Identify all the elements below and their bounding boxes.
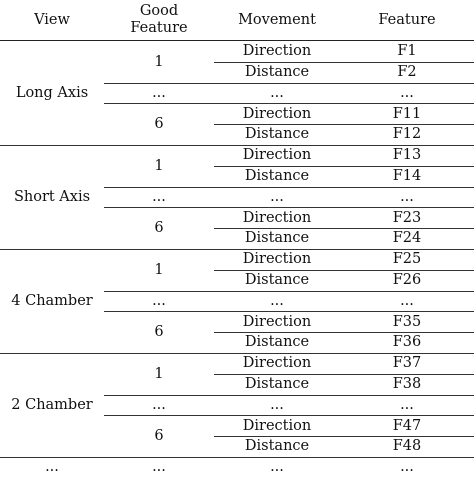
good-feature-cell: ... bbox=[152, 459, 166, 476]
feature-cell: F35 bbox=[392, 313, 422, 330]
movement-cell: Direction bbox=[242, 209, 312, 226]
feature-cell: F24 bbox=[392, 230, 422, 247]
good-feature-cell: 1 bbox=[154, 365, 164, 382]
feature-cell: ... bbox=[400, 188, 414, 205]
movement-cell: Direction bbox=[242, 355, 312, 372]
feature-cell: F25 bbox=[392, 251, 422, 268]
header-good-feature-line2: Feature bbox=[130, 20, 188, 36]
good-feature-cell: 6 bbox=[154, 427, 164, 444]
feature-cell: F14 bbox=[392, 167, 422, 184]
movement-cell: Direction bbox=[242, 313, 312, 330]
good-feature-cell: 1 bbox=[154, 261, 164, 278]
header-feature: Feature bbox=[378, 11, 436, 28]
feature-cell: F11 bbox=[392, 105, 422, 122]
feature-cell: ... bbox=[400, 84, 414, 101]
feature-cell: F36 bbox=[392, 334, 422, 351]
header-view: View bbox=[34, 11, 70, 28]
view-cell: 2 Chamber bbox=[11, 396, 93, 413]
movement-cell: Distance bbox=[244, 375, 310, 392]
feature-cell: F23 bbox=[392, 209, 422, 226]
feature-cell: ... bbox=[400, 292, 414, 309]
feature-cell: F38 bbox=[392, 375, 422, 392]
movement-cell: Distance bbox=[244, 334, 310, 351]
view-cell: 4 Chamber bbox=[11, 292, 93, 309]
good-feature-cell: ... bbox=[152, 396, 166, 413]
movement-cell: ... bbox=[270, 396, 284, 413]
movement-cell: Distance bbox=[244, 230, 310, 247]
movement-cell: Distance bbox=[244, 126, 310, 143]
movement-cell: ... bbox=[270, 292, 284, 309]
movement-cell: Direction bbox=[242, 105, 312, 122]
good-feature-cell: 6 bbox=[154, 323, 164, 340]
movement-cell: Direction bbox=[242, 251, 312, 268]
good-feature-cell: ... bbox=[152, 292, 166, 309]
good-feature-cell: 1 bbox=[154, 53, 164, 70]
feature-cell: F12 bbox=[392, 126, 422, 143]
movement-cell: ... bbox=[270, 188, 284, 205]
movement-cell: Direction bbox=[242, 147, 312, 164]
feature-cell: F37 bbox=[392, 355, 422, 372]
good-feature-cell: 1 bbox=[154, 157, 164, 174]
movement-cell: ... bbox=[270, 84, 284, 101]
header-good-feature-line1: Good bbox=[139, 3, 179, 20]
view-cell: ... bbox=[45, 459, 59, 476]
movement-cell: Direction bbox=[242, 417, 312, 434]
header-good-feature bbox=[104, 0, 214, 40]
movement-cell: Distance bbox=[244, 167, 310, 184]
view-cell: Long Axis bbox=[15, 84, 89, 101]
header-movement: Movement bbox=[238, 11, 316, 28]
movement-cell: Direction bbox=[242, 43, 312, 60]
movement-cell: Distance bbox=[244, 63, 310, 80]
feature-cell: F48 bbox=[392, 438, 422, 455]
view-cell: Short Axis bbox=[13, 188, 91, 205]
movement-cell: ... bbox=[270, 459, 284, 476]
feature-cell: F2 bbox=[397, 63, 417, 80]
feature-cell: F47 bbox=[392, 417, 422, 434]
movement-cell: Distance bbox=[244, 438, 310, 455]
good-feature-cell: ... bbox=[152, 188, 166, 205]
good-feature-cell: 6 bbox=[154, 115, 164, 132]
good-feature-cell: 6 bbox=[154, 219, 164, 236]
feature-cell: ... bbox=[400, 459, 414, 476]
movement-cell: Distance bbox=[244, 271, 310, 288]
feature-cell: F26 bbox=[392, 271, 422, 288]
feature-cell: F13 bbox=[392, 147, 422, 164]
feature-cell: ... bbox=[400, 396, 414, 413]
feature-cell: F1 bbox=[397, 43, 417, 60]
good-feature-cell: ... bbox=[152, 84, 166, 101]
